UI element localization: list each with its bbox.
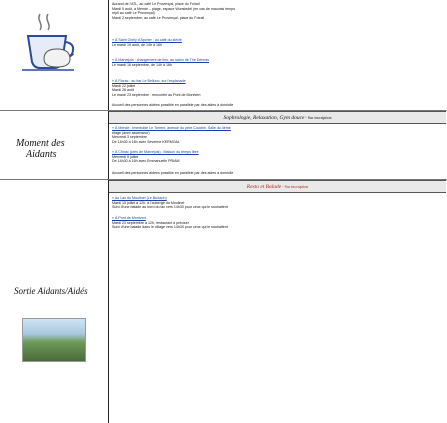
access-note: [112, 103, 442, 108]
place-link[interactable]: « À Marvejols : changement de lieu, au salon de Thé Delmas: [112, 58, 210, 62]
place-link[interactable]: « À Florac : au bar Le Belluno, sur l'esplanade: [112, 79, 186, 83]
column-divider: [108, 0, 109, 423]
section-label-line1: Moment des: [16, 138, 65, 149]
access-note-text: Accueil des personnes aidées possible en parallèle par des aides à domicile: [112, 171, 234, 175]
activity-item: [112, 126, 442, 144]
section-header-suffix: - Sur inscription: [304, 115, 332, 120]
teapot-icon: [40, 45, 74, 71]
place-detail: Mardi 26 août: [112, 88, 134, 93]
activity-link[interactable]: « À Chirac (près de Marvejols) : Maison du temps libre: [112, 150, 199, 154]
place-link[interactable]: « À Saint Chély d'Apcher : au café du siècle: [112, 38, 182, 42]
lake-photo: [22, 318, 86, 362]
place-item: [112, 79, 442, 97]
activity-detail: Mardi 23 septembre à 12h, restaurant à préciser: [112, 220, 189, 225]
activity-link[interactable]: « Au Lac du Moulinet (Le Buisson): [112, 196, 167, 200]
place-item: [112, 38, 442, 47]
place-detail: Le mardi 16 septembre, de 14h à 16h: [112, 62, 172, 67]
activity-detail: Mercredi 9 juillet: [112, 154, 139, 159]
section-header: [109, 111, 446, 124]
section-header-suffix: - Sur inscription: [281, 184, 309, 189]
activity-link[interactable]: « À Pont de Montvert: [112, 216, 146, 220]
intro-line: Aurand de l'ATL, au café Le Provençal, place du Foirail: [112, 2, 200, 6]
activity-detail: Suivi d'une balade au bord du lac vers 14h30 pour ceux qui le souhaitent: [112, 205, 228, 210]
section-header-title: Resto et Balade: [246, 184, 282, 190]
intro-block: [112, 2, 442, 20]
activity-detail: Mardi 15 juillet à 12h, à l'auberge du Moulinet: [112, 200, 185, 205]
activity-detail: Suivi d'une balade dans le village vers 14h30 pour ceux qui le souhaitent: [112, 225, 228, 230]
section-label-line1: Sortie Aidants/Aidés: [14, 286, 88, 296]
intro-line: Mardi 5 août, à Mende – plage, espace Wunsiedel (en cas de mauvais temps: [112, 6, 235, 11]
activity-detail: étage (avec ascenseur): [112, 130, 150, 135]
activity-link[interactable]: « À Mende : Immeuble Le Torrent, avenue du père Coudrin. Salle du 4ème: [112, 126, 231, 130]
intro-line: repli au café Le Provençal): [112, 11, 155, 16]
left-column: [0, 0, 108, 423]
access-note: [112, 171, 442, 176]
activity-item: [112, 150, 442, 164]
section-label-line2: Aidants: [26, 149, 57, 160]
activity-item: [112, 196, 442, 210]
section-header-title: Sophrologie, Relaxation, Gym douce: [223, 115, 305, 121]
access-note-text: Accueil des personnes aidées possible en parallèle par des aides à domicile: [112, 103, 234, 107]
intro-line: Mardi 2 septembre, au café Le Provençal, place du Foirail: [112, 15, 205, 20]
activity-detail: De 14h30 à 16h avec Emmanuelle PRIAM: [112, 159, 180, 164]
section-label-moment: [16, 138, 65, 160]
activity-detail: Mercredi 3 septembre: [112, 135, 147, 140]
place-detail: Le mardi 23 septembre : rencontre au Pont de Montvert: [112, 92, 201, 97]
place-detail: Mardi 22 juillet: [112, 83, 136, 88]
activity-item: [112, 216, 442, 230]
place-detail: Le mardi 19 août, de 14h à 16h: [112, 42, 162, 47]
activity-detail: De 14h30 à 16h avec Séverine KERMOAL: [112, 139, 180, 144]
place-item: [112, 58, 442, 67]
section-label-sortie: [14, 286, 88, 297]
section-header: [109, 180, 446, 193]
